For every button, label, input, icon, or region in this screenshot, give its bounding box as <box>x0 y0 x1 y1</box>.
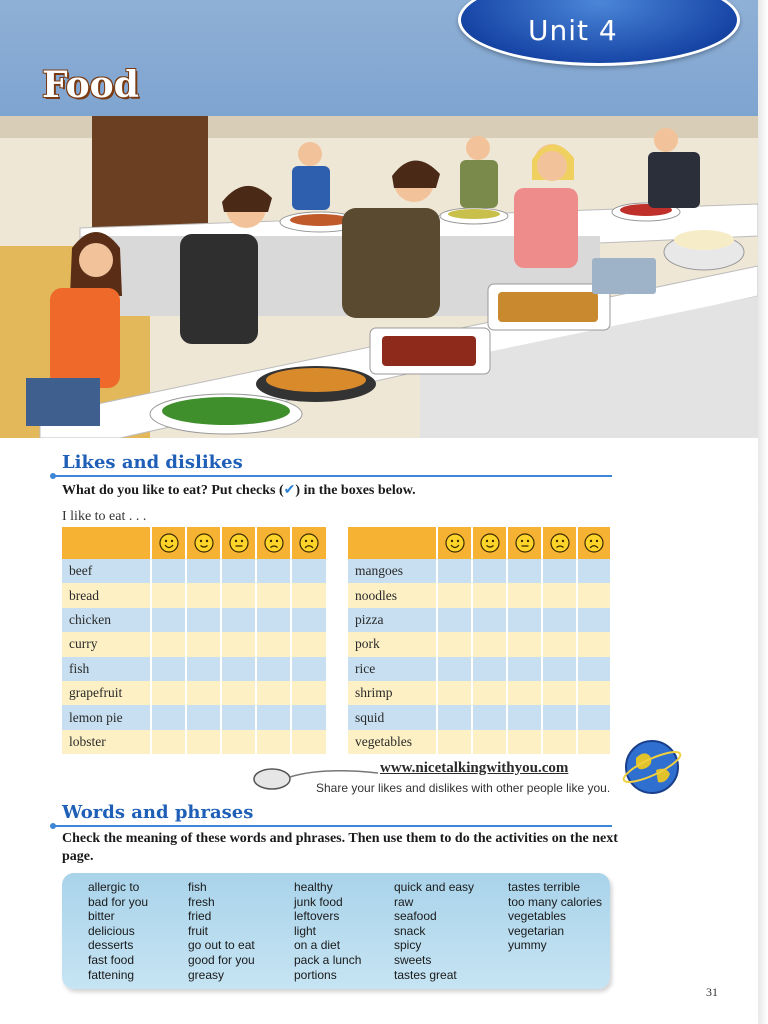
checkbox-cell[interactable] <box>257 681 292 705</box>
checkbox-cell[interactable] <box>257 559 292 583</box>
face-very-happy-icon <box>438 527 473 559</box>
word-item: bad for you <box>88 894 149 909</box>
checkbox-cell[interactable] <box>222 657 257 681</box>
checkbox-cell[interactable] <box>292 730 328 754</box>
checkbox-cell[interactable] <box>222 681 257 705</box>
checkbox-cell[interactable] <box>257 583 292 607</box>
checkbox-cell[interactable] <box>438 657 473 681</box>
word-item: tastes terrible <box>508 880 581 894</box>
checkbox-cell[interactable] <box>508 583 543 607</box>
checkbox-cell[interactable] <box>222 632 257 656</box>
food-label: vegetables <box>348 730 438 754</box>
unit-label: Unit 4 <box>528 14 618 47</box>
checkbox-cell[interactable] <box>292 583 328 607</box>
checkbox-cell[interactable] <box>473 657 508 681</box>
word-item: fried <box>188 909 212 924</box>
website-link[interactable]: www.nicetalkingwithyou.com <box>380 760 569 776</box>
table-row <box>62 583 328 607</box>
word-item: go out to eat <box>188 938 255 953</box>
word-item: snack <box>394 923 426 938</box>
table-row <box>62 559 328 583</box>
checkbox-cell[interactable] <box>578 730 612 754</box>
word-item: on a diet <box>294 938 341 953</box>
checkbox-cell[interactable] <box>543 559 578 583</box>
checkbox-cell[interactable] <box>187 608 222 632</box>
checkbox-cell[interactable] <box>152 632 187 656</box>
checkbox-cell[interactable] <box>222 559 257 583</box>
checkbox-cell[interactable] <box>473 730 508 754</box>
table-row <box>348 583 612 607</box>
table-row <box>348 559 612 583</box>
table-row <box>62 608 328 632</box>
word-item: yummy <box>508 938 547 953</box>
food-label: bread <box>62 583 152 607</box>
table-row <box>348 730 612 754</box>
checkbox-cell[interactable] <box>578 632 612 656</box>
checkbox-cell[interactable] <box>222 730 257 754</box>
table-row <box>62 657 328 681</box>
table-header-row <box>62 527 328 559</box>
buffet-illustration <box>0 116 758 438</box>
checkbox-cell[interactable] <box>578 583 612 607</box>
word-item: fruit <box>188 923 209 938</box>
checkbox-cell[interactable] <box>543 608 578 632</box>
checkbox-cell[interactable] <box>438 583 473 607</box>
food-label: shrimp <box>348 681 438 705</box>
checkbox-cell[interactable] <box>438 632 473 656</box>
face-very-happy-icon <box>152 527 187 559</box>
food-label: noodles <box>348 583 438 607</box>
word-item: allergic to <box>88 880 140 894</box>
checkbox-cell[interactable] <box>578 681 612 705</box>
page-edge <box>758 0 768 1024</box>
word-item: fresh <box>188 894 215 909</box>
checkbox-cell[interactable] <box>543 681 578 705</box>
checkbox-cell[interactable] <box>473 705 508 729</box>
checkbox-cell[interactable] <box>508 632 543 656</box>
words-column-5 <box>508 880 602 953</box>
checkbox-cell[interactable] <box>292 657 328 681</box>
checkbox-cell[interactable] <box>543 730 578 754</box>
word-item: light <box>294 923 317 938</box>
likes-table-right <box>348 527 612 754</box>
table-row <box>62 730 328 754</box>
words-column-2 <box>188 880 255 982</box>
checkbox-cell[interactable] <box>473 608 508 632</box>
likes-instruction-b: ) in the boxes below. <box>295 483 416 498</box>
words-heading: Words and phrases <box>62 802 254 823</box>
checkbox-cell[interactable] <box>152 608 187 632</box>
checkbox-cell[interactable] <box>543 705 578 729</box>
words-column-1 <box>88 880 148 982</box>
checkbox-cell[interactable] <box>187 559 222 583</box>
word-item: portions <box>294 967 337 982</box>
checkbox-cell[interactable] <box>543 657 578 681</box>
word-item: spicy <box>394 938 422 953</box>
checkbox-cell[interactable] <box>292 681 328 705</box>
food-label: fish <box>62 657 152 681</box>
checkbox-cell[interactable] <box>257 705 292 729</box>
word-item: junk food <box>294 894 343 909</box>
checkbox-cell[interactable] <box>292 705 328 729</box>
word-item: sweets <box>394 952 432 967</box>
food-label: mangoes <box>348 559 438 583</box>
header-blank-cell <box>348 527 438 559</box>
checkbox-cell[interactable] <box>222 608 257 632</box>
word-item: too many calories <box>508 894 603 909</box>
likes-instruction-a: What do you like to eat? Put checks ( <box>62 483 284 498</box>
checkbox-cell[interactable] <box>473 583 508 607</box>
likes-rule <box>54 475 612 477</box>
word-item: fish <box>188 880 207 894</box>
checkbox-cell[interactable] <box>508 608 543 632</box>
page-number: 31 <box>706 985 718 999</box>
word-item: bitter <box>88 909 115 924</box>
face-sad-icon <box>257 527 292 559</box>
checkbox-cell[interactable] <box>508 657 543 681</box>
food-label: pizza <box>348 608 438 632</box>
checkbox-cell[interactable] <box>438 705 473 729</box>
checkbox-cell[interactable] <box>508 681 543 705</box>
words-column-4 <box>394 880 474 982</box>
table-row <box>348 657 612 681</box>
checkbox-cell[interactable] <box>257 730 292 754</box>
checkbox-cell[interactable] <box>578 705 612 729</box>
checkbox-cell[interactable] <box>257 632 292 656</box>
word-item: healthy <box>294 880 333 894</box>
checkbox-cell[interactable] <box>578 608 612 632</box>
food-label: rice <box>348 657 438 681</box>
word-item: delicious <box>88 923 135 938</box>
checkbox-cell[interactable] <box>187 583 222 607</box>
word-item: tastes great <box>394 967 457 982</box>
table-row <box>348 705 612 729</box>
word-item: leftovers <box>294 909 340 924</box>
checkbox-cell[interactable] <box>187 632 222 656</box>
table-row <box>348 632 612 656</box>
website-caption: Share your likes and dislikes with other people like you. <box>316 781 611 795</box>
likes-intro: I like to eat . . . <box>62 509 147 524</box>
checkbox-cell[interactable] <box>187 730 222 754</box>
table-row <box>348 681 612 705</box>
likes-heading: Likes and dislikes <box>62 452 243 473</box>
words-column-3 <box>294 880 361 982</box>
checkbox-cell[interactable] <box>473 681 508 705</box>
table-row <box>62 632 328 656</box>
checkbox-cell[interactable] <box>543 632 578 656</box>
checkbox-cell[interactable] <box>508 730 543 754</box>
check-mark-icon: ✔ <box>283 483 296 498</box>
checkbox-cell[interactable] <box>257 608 292 632</box>
word-item: vegetables <box>508 909 567 924</box>
globe-icon <box>620 738 684 796</box>
food-label: pork <box>348 632 438 656</box>
checkbox-cell[interactable] <box>438 681 473 705</box>
food-label: curry <box>62 632 152 656</box>
table-header-row <box>348 527 612 559</box>
face-very-sad-icon <box>292 527 328 559</box>
checkbox-cell[interactable] <box>292 608 328 632</box>
face-happy-icon <box>187 527 222 559</box>
face-happy-icon <box>473 527 508 559</box>
checkbox-cell[interactable] <box>292 632 328 656</box>
table-row <box>348 608 612 632</box>
food-label: chicken <box>62 608 152 632</box>
checkbox-cell[interactable] <box>187 657 222 681</box>
checkbox-cell[interactable] <box>152 559 187 583</box>
word-item: raw <box>394 894 414 909</box>
checkbox-cell[interactable] <box>473 559 508 583</box>
checkbox-cell[interactable] <box>543 583 578 607</box>
word-item: fast food <box>88 952 135 967</box>
checkbox-cell[interactable] <box>438 559 473 583</box>
checkbox-cell[interactable] <box>438 608 473 632</box>
checkbox-cell[interactable] <box>152 657 187 681</box>
checkbox-cell[interactable] <box>473 632 508 656</box>
likes-instruction <box>62 482 416 500</box>
checkbox-cell[interactable] <box>578 559 612 583</box>
checkbox-cell[interactable] <box>152 705 187 729</box>
checkbox-cell[interactable] <box>152 681 187 705</box>
face-very-sad-icon <box>578 527 612 559</box>
word-item: good for you <box>188 952 255 967</box>
likes-table-left <box>62 527 328 754</box>
header-blank-cell <box>62 527 152 559</box>
word-item: fattening <box>88 967 135 982</box>
checkbox-cell[interactable] <box>187 705 222 729</box>
food-label: beef <box>62 559 152 583</box>
food-label: lobster <box>62 730 152 754</box>
checkbox-cell[interactable] <box>438 730 473 754</box>
table-row <box>62 681 328 705</box>
checkbox-cell[interactable] <box>257 657 292 681</box>
checkbox-cell[interactable] <box>222 705 257 729</box>
word-item: pack a lunch <box>294 952 362 967</box>
checkbox-cell[interactable] <box>152 730 187 754</box>
word-item: vegetarian <box>508 923 565 938</box>
checkbox-cell[interactable] <box>292 559 328 583</box>
checkbox-cell[interactable] <box>508 705 543 729</box>
table-row <box>62 705 328 729</box>
words-instruction: Check the meaning of these words and phrases. Then use them to do the activities on the next page. <box>62 831 618 864</box>
word-item: seafood <box>394 909 437 924</box>
checkbox-cell[interactable] <box>152 583 187 607</box>
words-rule <box>54 825 612 827</box>
word-item: greasy <box>188 967 225 982</box>
food-label: lemon pie <box>62 705 152 729</box>
checkbox-cell[interactable] <box>508 559 543 583</box>
checkbox-cell[interactable] <box>578 657 612 681</box>
checkbox-cell[interactable] <box>222 583 257 607</box>
face-neutral-icon <box>508 527 543 559</box>
checkbox-cell[interactable] <box>187 681 222 705</box>
face-sad-icon <box>543 527 578 559</box>
word-item: quick and easy <box>394 880 475 894</box>
food-label: squid <box>348 705 438 729</box>
food-label: grapefruit <box>62 681 152 705</box>
face-neutral-icon <box>222 527 257 559</box>
page-title: Food <box>42 64 139 106</box>
word-item: desserts <box>88 938 134 953</box>
